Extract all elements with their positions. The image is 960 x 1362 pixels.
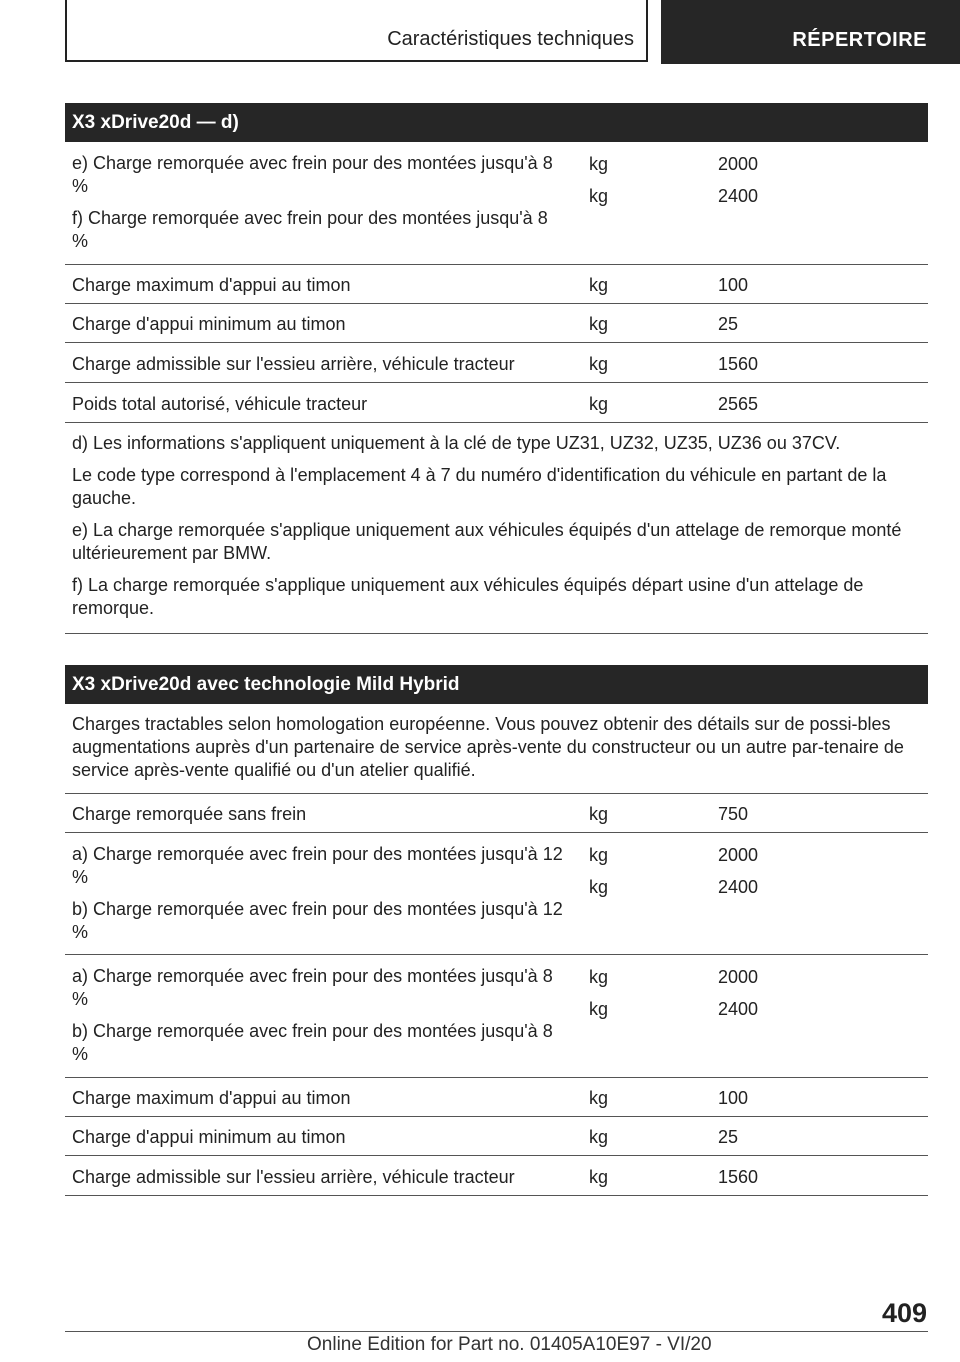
row-unit: kg [589, 154, 609, 174]
table-row [65, 343, 928, 383]
row-value-cell [718, 963, 758, 1023]
row-label: f) Charge remorquée avec frein pour des montées jusqu'à 8 % [72, 208, 548, 251]
row-value: 25 [718, 314, 739, 334]
row-unit: kg [589, 1088, 609, 1108]
table-row [65, 383, 928, 423]
footnote: d) Les informations s'appliquent uniquement à la clé de type UZ31, UZ32, UZ35, UZ36 ou 37CV. [72, 433, 841, 453]
section-2-intro: Charges tractables selon homologation européenne. Vous pouvez obtenir des détails sur de possi-bles augmentations auprès d'un partenaire de service après-vente du constructeur ou un autre par-tenaire de service après-vente qualifié ou d'un atelier qualifié. [72, 714, 904, 780]
footnotes [65, 423, 928, 634]
row-unit: kg [589, 877, 609, 897]
row-label-cell [72, 152, 567, 253]
section-2-intro-block [65, 704, 928, 794]
footnote: f) La charge remorquée s'applique uniquement aux véhicules équipés départ usine d'un attelage de remorque. [72, 575, 864, 618]
footer-divider [65, 1331, 928, 1332]
row-value: 25 [718, 1127, 739, 1147]
section-2-title: X3 xDrive20d avec technologie Mild Hybrid [65, 665, 928, 704]
footer-edition: Online Edition for Part no. 01405A10E97 - VI/20 [307, 1334, 712, 1355]
table-row [65, 1117, 928, 1156]
row-value-cell [718, 150, 758, 210]
row-unit: kg [589, 394, 609, 414]
row-unit: kg [589, 275, 609, 295]
row-unit: kg [589, 1167, 609, 1187]
row-unit: kg [589, 1127, 609, 1147]
row-unit: kg [589, 354, 609, 374]
row-value: 2000 [718, 845, 759, 865]
row-label: e) Charge remorquée avec frein pour des montées jusqu'à 8 % [72, 153, 553, 196]
row-unit: kg [589, 186, 609, 206]
section-1-title: X3 xDrive20d — d) [65, 103, 928, 142]
table-row [65, 304, 928, 343]
row-label: Charge admissible sur l'essieu arrière, véhicule tracteur [72, 1167, 515, 1187]
row-label: Charge admissible sur l'essieu arrière, véhicule tracteur [72, 354, 515, 374]
row-unit: kg [589, 845, 609, 865]
header-index-label: RÉPERTOIRE [792, 29, 927, 51]
footnote: e) La charge remorquée s'applique uniquement aux véhicules équipés d'un attelage de remorque monté ultérieurement par BMW. [72, 520, 902, 563]
row-unit: kg [589, 314, 609, 334]
row-unit: kg [589, 999, 609, 1019]
header-index-tab[interactable] [661, 0, 960, 64]
row-unit: kg [589, 804, 609, 824]
row-value: 2000 [718, 154, 759, 174]
row-unit-cell [589, 150, 608, 210]
row-unit: kg [589, 967, 609, 987]
row-label: Charge maximum d'appui au timon [72, 275, 351, 295]
row-value: 750 [718, 804, 749, 824]
row-label: Poids total autorisé, véhicule tracteur [72, 394, 368, 414]
table-row [65, 794, 928, 833]
table-row [65, 1156, 928, 1196]
row-value: 2400 [718, 877, 759, 897]
footnote: Le code type correspond à l'emplacement 4 à 7 du numéro d'identification du véhicule en partant de la gauche. [72, 465, 887, 508]
row-unit-cell [589, 963, 608, 1023]
row-value: 1560 [718, 1167, 759, 1187]
row-label: b) Charge remorquée avec frein pour des montées jusqu'à 12 % [72, 899, 563, 942]
row-value: 2400 [718, 186, 759, 206]
row-value: 2000 [718, 967, 759, 987]
table-row [65, 955, 928, 1078]
row-label: Charge maximum d'appui au timon [72, 1088, 351, 1108]
table-row [65, 142, 928, 265]
row-label-cell [72, 965, 567, 1066]
header-section-title: Caractéristiques techniques [387, 28, 634, 50]
table-row [65, 265, 928, 304]
table-row [65, 833, 928, 955]
row-label-cell [72, 843, 567, 944]
header-section-tab [65, 0, 648, 62]
row-label: a) Charge remorquée avec frein pour des montées jusqu'à 12 % [72, 844, 563, 887]
row-value: 100 [718, 275, 749, 295]
row-value: 2400 [718, 999, 759, 1019]
row-label: Charge d'appui minimum au timon [72, 1127, 346, 1147]
row-unit-cell [589, 841, 608, 901]
row-label: Charge remorquée sans frein [72, 804, 307, 824]
row-value-cell [718, 841, 758, 901]
row-value: 1560 [718, 354, 759, 374]
row-value: 100 [718, 1088, 749, 1108]
row-label: b) Charge remorquée avec frein pour des montées jusqu'à 8 % [72, 1021, 553, 1064]
page-number: 409 [881, 1298, 927, 1328]
table-row [65, 1078, 928, 1117]
row-label: Charge d'appui minimum au timon [72, 314, 346, 334]
row-label: a) Charge remorquée avec frein pour des montées jusqu'à 8 % [72, 966, 553, 1009]
row-value: 2565 [718, 394, 759, 414]
